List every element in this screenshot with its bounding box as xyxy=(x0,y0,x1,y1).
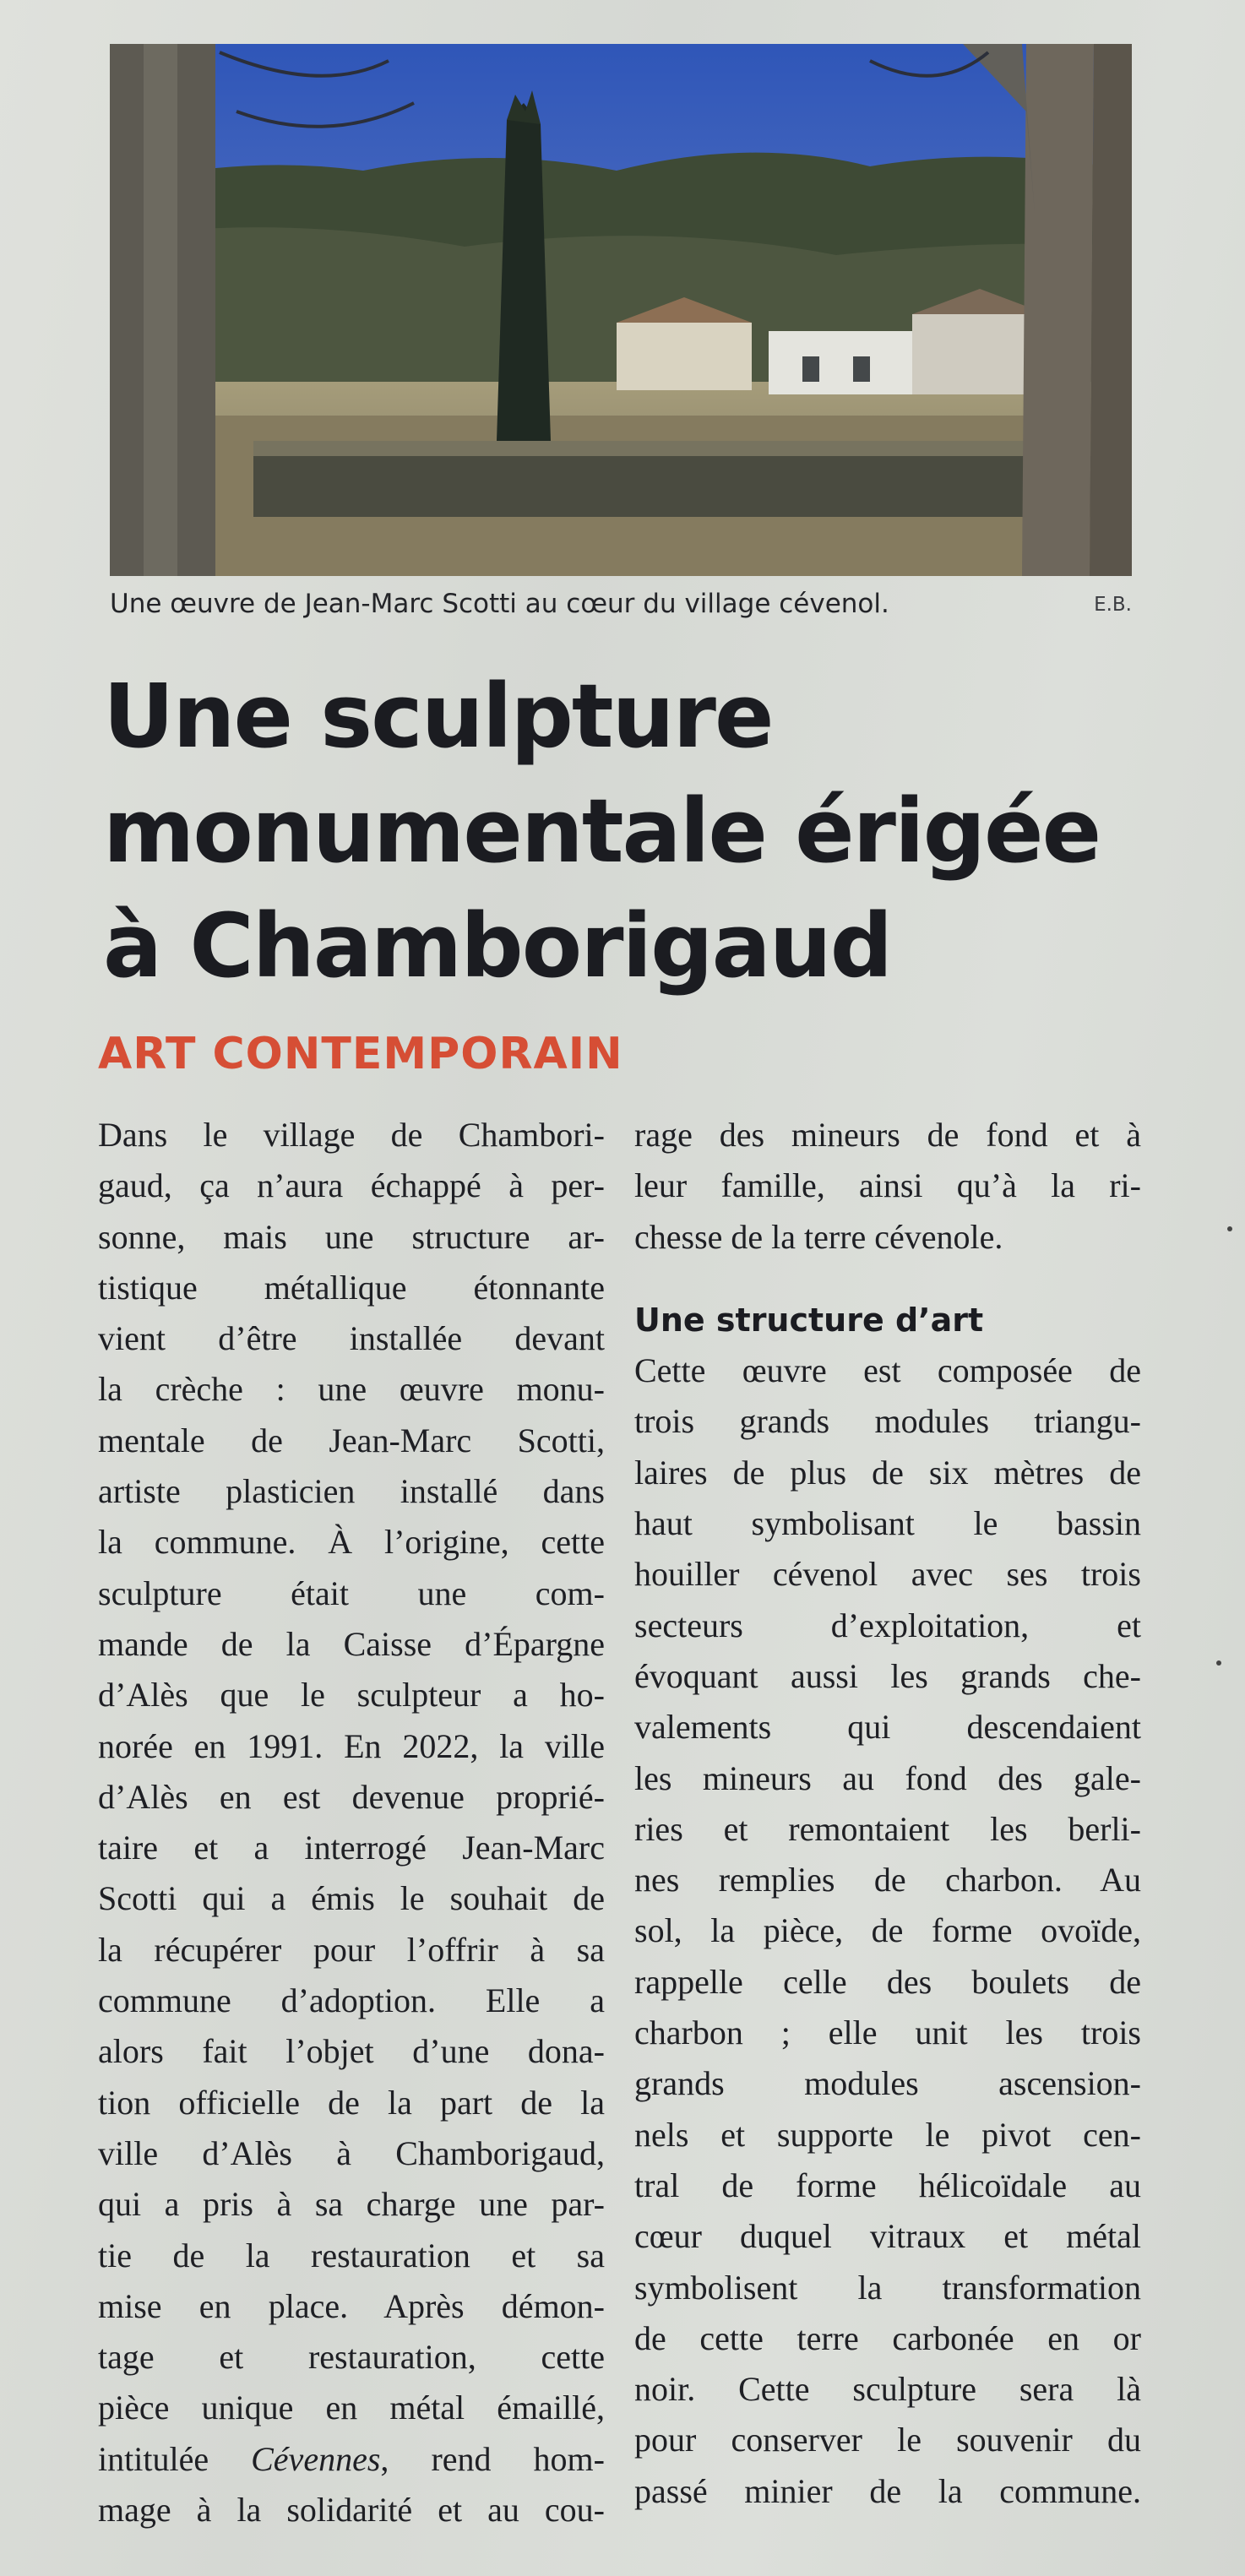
text-line: haut symbolisant le bassin xyxy=(634,1504,1141,1543)
article-photo xyxy=(110,44,1132,576)
text-line: vient d’être installée devant xyxy=(98,1319,605,1358)
headline-line-3: à Chamborigaud xyxy=(103,894,892,997)
article-column-1 xyxy=(98,1110,605,2535)
text-line: les mineurs au fond des gale- xyxy=(634,1758,1141,1797)
article-column-2 xyxy=(634,1110,1141,2517)
text-line: sculpture était une com- xyxy=(98,1573,605,1612)
text-line: ries et remontaient les berli- xyxy=(634,1809,1141,1848)
page-speck xyxy=(1216,1660,1221,1666)
text-line: d’Alès en est devenue proprié- xyxy=(98,1777,605,1816)
text-line: Scotti qui a émis le souhait de xyxy=(98,1879,605,1918)
text-line: tie de la restauration et sa xyxy=(98,2236,605,2274)
text-line: sonne, mais une structure ar- xyxy=(98,1217,605,1256)
text-line: mise en place. Après démon- xyxy=(98,2286,605,2325)
text-line: passé minier de la commune. xyxy=(634,2471,1141,2510)
text-line: la crèche : une œuvre monu- xyxy=(98,1370,605,1409)
subheading: Une structure d’art xyxy=(634,1301,984,1339)
text-line: noir. Cette sculpture sera là xyxy=(634,2370,1141,2409)
text-line: artiste plasticien installé dans xyxy=(98,1472,605,1511)
text-line: tistique métallique étonnante xyxy=(98,1268,605,1307)
text-line: commune d’adoption. Elle a xyxy=(98,1981,605,2020)
text-line: taire et a interrogé Jean-Marc xyxy=(98,1829,605,1867)
text-line: charbon ; elle unit les trois xyxy=(634,2014,1141,2052)
text-line: leur famille, ainsi qu’à la ri- xyxy=(634,1166,1141,1205)
text-line: mage à la solidarité et au cou- xyxy=(98,2491,605,2530)
headline-line-2: monumentale érigée xyxy=(103,780,1101,883)
text-line: tion officielle de la part de la xyxy=(98,2083,605,2122)
photo-caption xyxy=(110,589,1132,631)
text-line: symbolisent la transformation xyxy=(634,2268,1141,2307)
text-line: Cette œuvre est composée de xyxy=(634,1351,1141,1390)
text-line: pour conserver le souvenir du xyxy=(634,2421,1141,2459)
text-line: rage des mineurs de fond et à xyxy=(634,1116,1141,1154)
text-line: grands modules ascension- xyxy=(634,2064,1141,2103)
text-line: mentale de Jean-Marc Scotti, xyxy=(98,1421,605,1459)
text-line: évoquant aussi les grands che- xyxy=(634,1656,1141,1695)
text-line: la récupérer pour l’offrir à sa xyxy=(98,1930,605,1969)
text-line: valements qui descendaient xyxy=(634,1708,1141,1747)
text-line: trois grands modules triangu- xyxy=(634,1402,1141,1441)
text-line: tral de forme hélicoïdale au xyxy=(634,2166,1141,2204)
text-line: Dans le village de Chambori- xyxy=(98,1116,605,1154)
text-line: la commune. À l’origine, cette xyxy=(98,1523,605,1562)
text-line: cœur duquel vitraux et métal xyxy=(634,2217,1141,2256)
text-line: laires de plus de six mètres de xyxy=(634,1453,1141,1492)
text-line: de cette terre carbonée en or xyxy=(634,2318,1141,2357)
text-line: norée en 1991. En 2022, la ville xyxy=(98,1726,605,1765)
text-line: alors fait l’objet d’une dona- xyxy=(98,2032,605,2071)
text-line: chesse de la terre cévenole. xyxy=(634,1217,1003,1256)
text-line: pièce unique en métal émaillé, xyxy=(98,2389,605,2427)
text-line: mande de la Caisse d’Épargne xyxy=(98,1624,605,1663)
headline xyxy=(103,659,1167,1003)
text-line: rappelle celle des boulets de xyxy=(634,1962,1141,2001)
text-line: secteurs d’exploitation, et xyxy=(634,1606,1141,1644)
section-rubric: ART CONTEMPORAIN xyxy=(98,1029,623,1079)
text-line: nels et supporte le pivot cen- xyxy=(634,2115,1141,2154)
text-line: sol, la pièce, de forme ovoïde, xyxy=(634,1911,1141,1950)
text-line: houiller cévenol avec ses trois xyxy=(634,1555,1141,1594)
caption-text: Une œuvre de Jean-Marc Scotti au cœur du village cévenol. xyxy=(110,589,889,619)
photo-credit: E.B. xyxy=(1094,594,1132,616)
text-line: ville d’Alès à Chamborigaud, xyxy=(98,2133,605,2172)
page-speck xyxy=(1227,1226,1232,1231)
text-line: intitulée Cévennes, rend hom- xyxy=(98,2439,605,2478)
text-line: gaud, ça n’aura échappé à per- xyxy=(98,1166,605,1205)
text-line: qui a pris à sa charge une par- xyxy=(98,2185,605,2224)
text-line: d’Alès que le sculpteur a ho- xyxy=(98,1676,605,1715)
headline-line-1: Une sculpture xyxy=(103,665,773,768)
text-line: nes remplies de charbon. Au xyxy=(634,1861,1141,1899)
text-line: tage et restauration, cette xyxy=(98,2338,605,2377)
